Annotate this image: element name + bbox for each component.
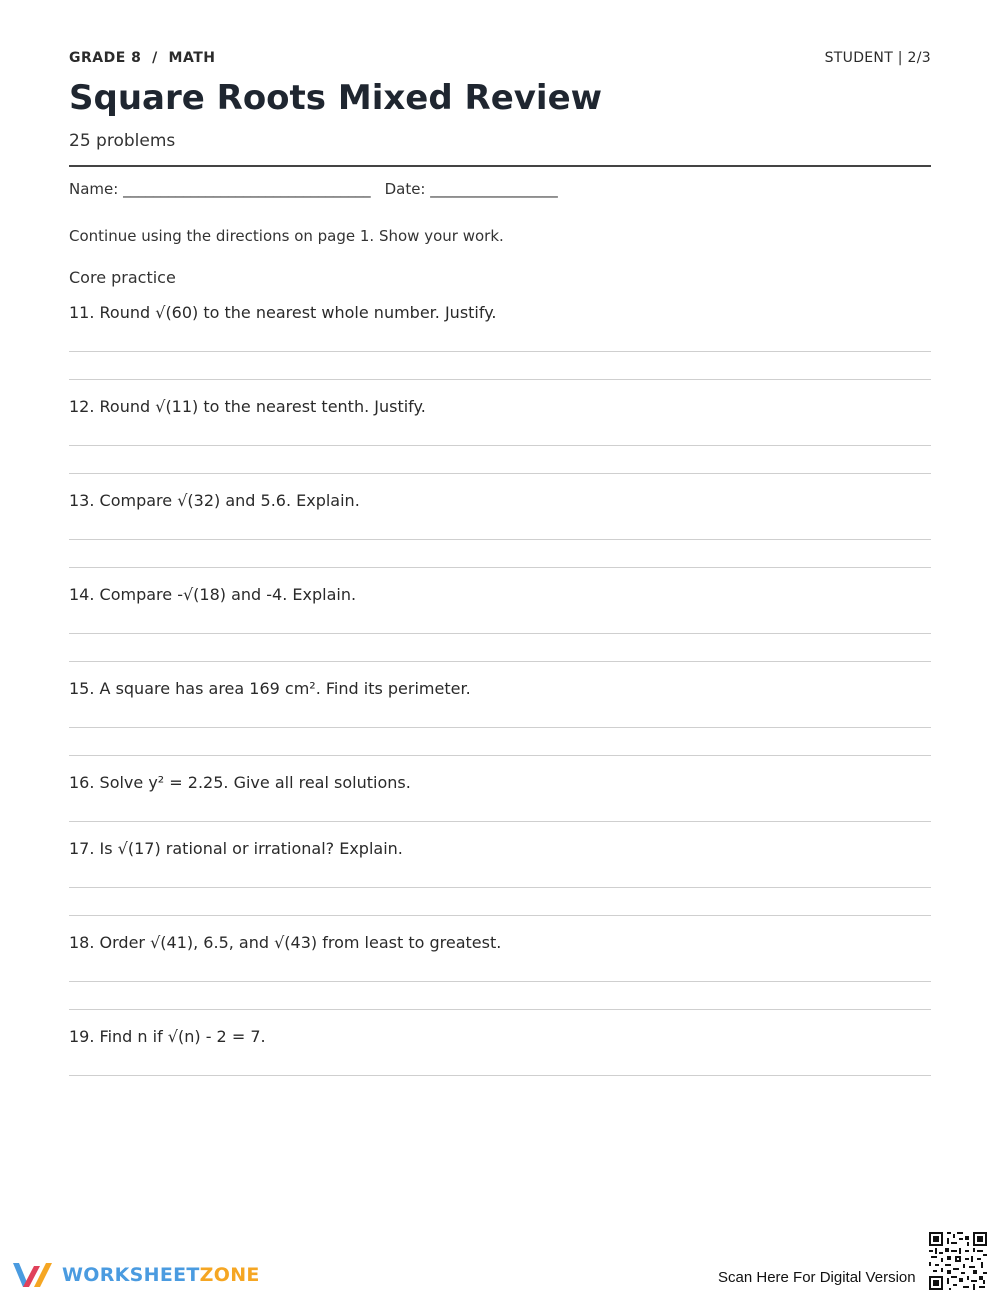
worksheetzone-logo-icon <box>12 1260 56 1290</box>
section-title: Core practice <box>69 268 176 287</box>
problem-12: 12. Round √(11) to the nearest tenth. Justify. <box>69 397 426 416</box>
brand-wordmark <box>62 1264 260 1286</box>
problem-18: 18. Order √(41), 6.5, and √(43) from least to greatest. <box>69 933 502 952</box>
name-field[interactable]: Name: _________________________________ <box>69 180 371 198</box>
answer-line[interactable] <box>69 981 931 982</box>
brand-part-1: WORKSHEET <box>62 1264 200 1286</box>
student-page-indicator: STUDENT | 2/3 <box>824 50 931 66</box>
answer-line[interactable] <box>69 887 931 888</box>
problem-count: 25 problems <box>69 131 176 151</box>
grade-label: GRADE 8 <box>69 50 142 66</box>
brand-part-2: ZONE <box>199 1264 260 1286</box>
answer-line[interactable] <box>69 1009 931 1010</box>
name-date-row <box>69 180 558 198</box>
problem-17: 17. Is √(17) rational or irrational? Explain. <box>69 839 403 858</box>
meta-row <box>69 50 931 70</box>
problem-15: 15. A square has area 169 cm². Find its perimeter. <box>69 679 471 698</box>
answer-line[interactable] <box>69 1075 931 1076</box>
subject-label: MATH <box>168 50 216 66</box>
answer-line[interactable] <box>69 445 931 446</box>
answer-line[interactable] <box>69 821 931 822</box>
answer-line[interactable] <box>69 727 931 728</box>
answer-line[interactable] <box>69 661 931 662</box>
problem-16: 16. Solve y² = 2.25. Give all real solutions. <box>69 773 411 792</box>
problem-11: 11. Round √(60) to the nearest whole number. Justify. <box>69 303 497 322</box>
directions-text: Continue using the directions on page 1. Show your work. <box>69 227 504 245</box>
answer-line[interactable] <box>69 539 931 540</box>
grade-separator: / <box>152 50 158 66</box>
scan-instruction: Scan Here For Digital Version <box>718 1269 916 1286</box>
page-footer <box>0 1230 1000 1295</box>
problem-13: 13. Compare √(32) and 5.6. Explain. <box>69 491 360 510</box>
answer-line[interactable] <box>69 567 931 568</box>
header-divider <box>69 165 931 167</box>
answer-line[interactable] <box>69 915 931 916</box>
answer-line[interactable] <box>69 755 931 756</box>
qr-code-icon[interactable] <box>929 1232 987 1290</box>
problem-19: 19. Find n if √(n) - 2 = 7. <box>69 1027 266 1046</box>
answer-line[interactable] <box>69 351 931 352</box>
page-title: Square Roots Mixed Review <box>69 78 603 118</box>
answer-line[interactable] <box>69 473 931 474</box>
answer-line[interactable] <box>69 633 931 634</box>
grade-subject <box>69 50 215 66</box>
problem-14: 14. Compare -√(18) and -4. Explain. <box>69 585 357 604</box>
date-field[interactable]: Date: _________________ <box>384 180 558 198</box>
answer-line[interactable] <box>69 379 931 380</box>
